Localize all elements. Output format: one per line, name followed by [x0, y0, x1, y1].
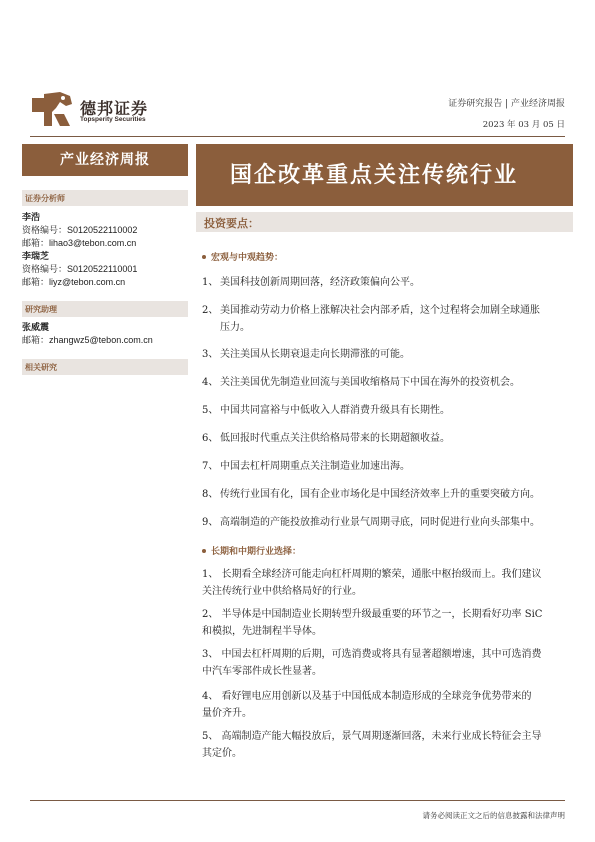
related-research-title: 相关研究 — [22, 359, 188, 375]
macro-item — [202, 402, 572, 419]
item-text: 关注美国从长期衰退走向长期滞涨的可能。 — [220, 349, 410, 360]
macro-item — [202, 486, 572, 503]
item-text: 美国推动劳动力价格上涨解决社会内部矛盾，这个过程将会加剧全球通胀 — [220, 305, 540, 316]
macro-item — [202, 514, 572, 531]
bullet-icon — [202, 255, 206, 259]
item-number: 7、 — [202, 461, 219, 472]
brand-name-en: Topsperity Securities — [80, 116, 146, 123]
summary-header — [196, 212, 573, 232]
macro-title: 宏观与中观趋势： — [211, 253, 284, 263]
analyst-name: 李瑞芝 — [22, 252, 50, 262]
industry-item — [202, 728, 572, 762]
macro-item — [202, 302, 572, 336]
footer-divider — [30, 800, 565, 801]
item-number: 4、 — [202, 377, 219, 388]
email-address[interactable]: lihao3@tebon.com.cn — [49, 238, 137, 248]
assistant-email — [22, 333, 153, 346]
report-category: 证券研究报告 | 产业经济周报 — [448, 99, 565, 109]
analyst-cert — [22, 223, 137, 236]
item-text-continued: 关注传统行业中供给格局好的行业。 — [202, 586, 362, 597]
analyst-email — [22, 275, 125, 288]
item-text: 3、 中国去杠杆周期的后期，可选消费或将具有显著超额增速，其中可选消费 — [202, 649, 542, 660]
industry-item — [202, 688, 572, 722]
item-text-continued: 其定价。 — [202, 748, 242, 759]
macro-item — [202, 346, 572, 363]
item-text: 2、 半导体是中国制造业长期转型升级最重要的环节之一，长期看好功率 SiC — [202, 609, 543, 620]
email-address[interactable]: liyz@tebon.com.cn — [49, 277, 126, 287]
item-text-continued: 压力。 — [220, 322, 250, 333]
assistant-name: 张威震 — [22, 323, 50, 333]
cert-number: S0120522110002 — [67, 225, 138, 235]
item-number: 8、 — [202, 489, 219, 500]
email-label: 邮箱： — [22, 278, 50, 288]
assistant-section-title: 研究助理 — [22, 301, 188, 317]
industry-title: 长期和中期行业选择： — [211, 547, 302, 557]
item-text: 中国共同富裕与中低收入人群消费升级具有长期性。 — [220, 405, 450, 416]
report-title: 国企改革重点关注传统行业 — [196, 144, 573, 206]
item-text: 中国去杠杆周期重点关注制造业加速出海。 — [220, 461, 410, 472]
email-label: 邮箱： — [22, 336, 50, 346]
industry-item — [202, 646, 572, 680]
cert-number: S0120522110001 — [67, 264, 138, 274]
item-text: 1、 长期看全球经济可能走向杠杆周期的繁荣，通胀中枢抬级而上。我们建议 — [202, 569, 542, 580]
item-text: 低回报时代重点关注供给格局带来的长期超额收益。 — [220, 433, 450, 444]
analyst-cert — [22, 262, 137, 275]
item-number: 2、 — [202, 305, 219, 316]
item-text: 传统行业国有化，国有企业市场化是中国经济效率上升的重要突破方向。 — [220, 489, 540, 500]
analyst-section-title: 证券分析师 — [22, 190, 188, 206]
macro-item — [202, 458, 572, 475]
bullet-icon — [202, 549, 206, 553]
item-text: 关注美国优先制造业回流与美国收缩格局下中国在海外的投资机会。 — [220, 377, 520, 388]
macro-item — [202, 430, 572, 447]
report-type-banner: 产业经济周报 — [22, 144, 188, 176]
footer-disclaimer: 请务必阅读正文之后的信息披露和法律声明 — [422, 811, 565, 820]
brand-name: 德邦证券 — [80, 99, 149, 118]
summary-title: 投资要点： — [204, 217, 259, 230]
macro-item — [202, 274, 572, 291]
item-text-continued: 中汽车零部件成长性显著。 — [202, 666, 322, 677]
industry-item — [202, 566, 572, 600]
item-text: 高端制造的产能投放推动行业景气周期寻底，同时促进行业向头部集中。 — [220, 517, 540, 528]
report-date: 2023 年 03 月 05 日 — [482, 120, 565, 130]
brand-logo-icon — [30, 90, 74, 128]
macro-subheading — [202, 250, 283, 263]
header-divider — [30, 136, 565, 137]
item-text: 美国科技创新周期回落，经济政策偏向公平。 — [220, 277, 420, 288]
cert-label: 资格编号： — [22, 265, 68, 275]
item-number: 9、 — [202, 517, 219, 528]
item-number: 1、 — [202, 277, 219, 288]
cert-label: 资格编号： — [22, 226, 68, 236]
item-text-continued: 和模拟，先进制程半导体。 — [202, 626, 322, 637]
industry-item — [202, 606, 572, 640]
email-label: 邮箱： — [22, 239, 50, 249]
item-text: 4、 看好锂电应用创新以及基于中国低成本制造形成的全球竞争优势带来的 — [202, 691, 532, 702]
item-text-continued: 量价齐升。 — [202, 708, 252, 719]
industry-subheading — [202, 544, 301, 557]
email-address[interactable]: zhangwz5@tebon.com.cn — [49, 335, 153, 345]
analyst-name: 李浩 — [22, 213, 41, 223]
item-number: 3、 — [202, 349, 219, 360]
macro-item — [202, 374, 572, 391]
item-number: 5、 — [202, 405, 219, 416]
item-number: 6、 — [202, 433, 219, 444]
item-text: 5、 高端制造产能大幅投放后，景气周期逐渐回落，未来行业成长特征会主导 — [202, 731, 542, 742]
analyst-email — [22, 236, 136, 249]
